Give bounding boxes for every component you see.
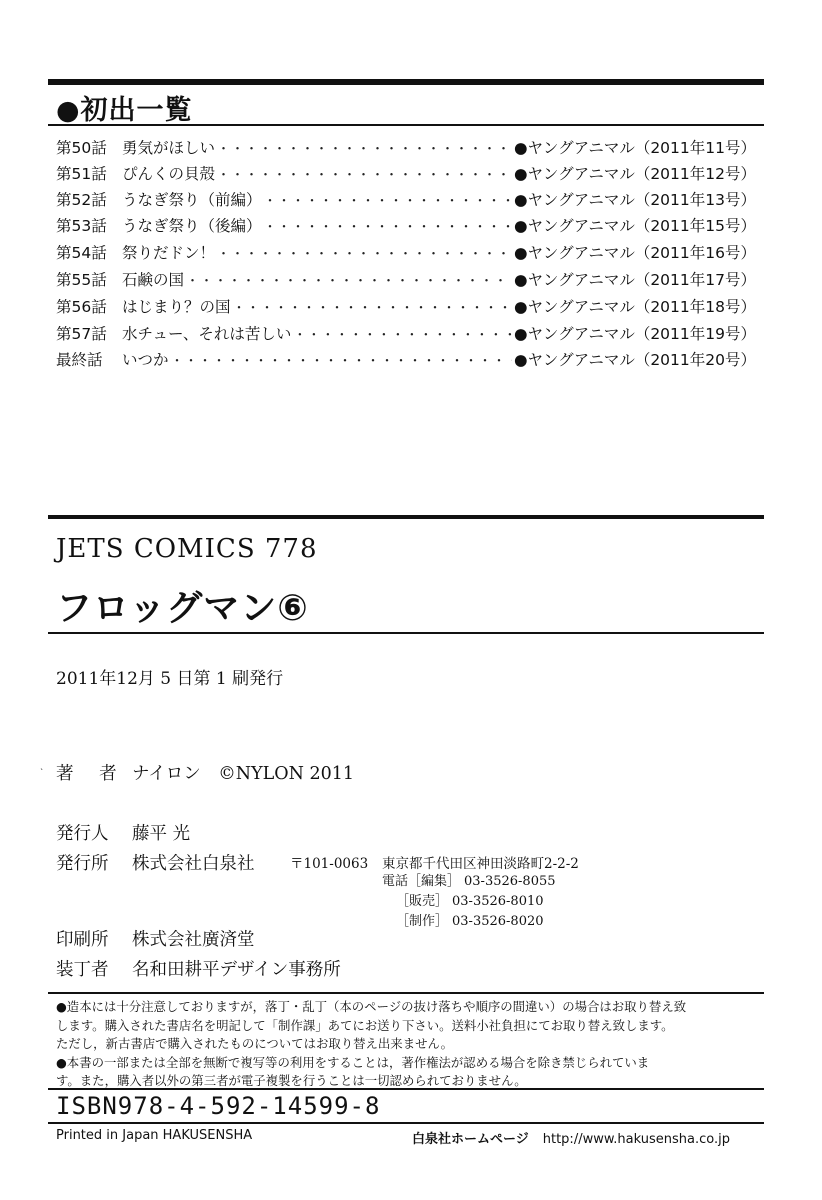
credit-value: 藤平 光	[132, 824, 191, 844]
homepage-label: 白泉社ホームページ	[412, 1132, 529, 1147]
printed-in: Printed in Japan HAKUSENSHA	[56, 1128, 253, 1143]
stray-mark: `	[40, 768, 44, 777]
dot-leader	[217, 164, 512, 183]
credit-publisher	[56, 850, 255, 875]
notes-block	[56, 998, 768, 1091]
list-item	[56, 134, 756, 160]
credit-author	[56, 760, 354, 785]
chapter-number: 第56話	[56, 298, 107, 316]
postal-code: 〒101-0063	[290, 856, 369, 872]
notes-line: します。購入された書店名を明記して「制作課」あてにお送り下さい。送料小社負担にてお取り替え致します。	[56, 1017, 674, 1033]
chapter-source: ●ヤングアニマル（2011年18号）	[514, 298, 756, 316]
chapter-title: 水チュー、それは苦しい	[122, 325, 292, 343]
chapter-title: 祭りだドン！	[122, 244, 216, 262]
chapter-source: ●ヤングアニマル（2011年16号）	[514, 244, 756, 262]
credit-value: 名和田耕平デザイン事務所	[132, 960, 341, 980]
dot-leader	[293, 324, 512, 343]
chapter-title: はじまり？の国	[122, 298, 231, 316]
colophon-top-rule	[48, 515, 764, 519]
credit-value: 株式会社白泉社	[132, 854, 255, 874]
dot-leader	[233, 297, 513, 316]
chapter-source: ●ヤングアニマル（2011年15号）	[514, 217, 756, 235]
title-underline	[48, 632, 764, 634]
dot-leader	[171, 350, 513, 369]
notes-line: ●造本には十分注意しておりますが，落丁・乱丁（本のページの抜け落ちや順序の間違い）の場合はお取り替え致	[56, 999, 687, 1014]
dot-leader	[264, 216, 513, 235]
chapter-title: いつか	[122, 351, 169, 369]
chapter-number: 第53話	[56, 217, 107, 235]
chapter-number: 第54話	[56, 244, 107, 262]
phone-number: 03-3526-8020	[452, 914, 544, 929]
phone-label: ［制作］	[396, 914, 449, 929]
notes-line: ただし，新古書店で購入されたものについてはお取り替え出来ません。	[56, 1036, 453, 1051]
chapter-title: ぴんくの貝殻	[122, 165, 216, 183]
credit-role: 著 者	[56, 764, 127, 784]
dot-leader	[217, 243, 512, 262]
phone-number: 03-3526-8055	[464, 874, 556, 889]
list-item	[56, 266, 756, 292]
chapter-source: ●ヤングアニマル（2011年13号）	[514, 191, 756, 209]
list-item	[56, 160, 756, 186]
chapter-number: 第52話	[56, 191, 107, 209]
chapter-title: 勇気がほしい	[122, 139, 216, 157]
dot-leader	[264, 190, 513, 209]
dot-leader	[186, 270, 512, 289]
series-label: JETS COMICS 778	[56, 534, 318, 564]
chapter-title: 石鹸の国	[122, 271, 185, 289]
top-rule	[48, 79, 764, 85]
chapter-source: ●ヤングアニマル（2011年19号）	[514, 325, 756, 343]
homepage-url[interactable]: http://www.hakusensha.co.jp	[542, 1132, 730, 1147]
dot-leader	[217, 138, 512, 157]
chapter-number: 第50話	[56, 139, 107, 157]
list-item	[56, 212, 756, 238]
list-item	[56, 293, 756, 319]
credit-role: 印刷所	[56, 930, 109, 950]
chapter-source: ●ヤングアニマル（2011年12号）	[514, 165, 756, 183]
chapter-number: 第57話	[56, 325, 107, 343]
publication-date: 2011年12月 5 日第 1 刷発行	[56, 669, 284, 689]
book-title: フロッグマン⑥	[56, 588, 309, 629]
list-item	[56, 186, 756, 212]
phone-row	[396, 890, 544, 909]
chapter-number: 第55話	[56, 271, 107, 289]
list-item	[56, 320, 756, 346]
notes-bottom-rule	[48, 1088, 764, 1090]
credit-publisher-person	[56, 820, 190, 845]
notes-top-rule	[48, 992, 764, 994]
first-appearance-heading: ●初出一覧	[56, 95, 193, 126]
list-item	[56, 346, 756, 372]
credit-value: 株式会社廣済堂	[132, 930, 255, 950]
phone-label: 電話［編集］	[382, 874, 461, 889]
phone-label: ［販売］	[396, 894, 449, 909]
homepage	[412, 1128, 730, 1147]
isbn-underline	[48, 1122, 764, 1124]
chapter-source: ●ヤングアニマル（2011年20号）	[514, 351, 756, 369]
phone-number: 03-3526-8010	[452, 894, 544, 909]
notes-line: す。また，購入者以外の第三者が電子複製を行うことは一切認められておりません。	[56, 1073, 527, 1088]
credit-role: 装丁者	[56, 960, 109, 980]
credit-role: 発行所	[56, 854, 109, 874]
chapter-source: ●ヤングアニマル（2011年17号）	[514, 271, 756, 289]
phone-row	[382, 870, 556, 889]
credit-designer	[56, 956, 341, 981]
credit-role: 発行人	[56, 824, 109, 844]
chapter-number: 最終話	[56, 351, 103, 369]
phone-row	[396, 910, 544, 929]
notes-line: ●本書の一部または全部を無断で複写等の利用をすることは，著作権法が認める場合を除き禁じられていま	[56, 1054, 650, 1070]
chapter-title: うなぎ祭り（前編）	[122, 191, 262, 209]
chapter-title: うなぎ祭り（後編）	[122, 217, 262, 235]
address: 東京都千代田区神田淡路町2-2-2	[382, 856, 579, 872]
credit-value: ナイロン ©NYLON 2011	[132, 764, 355, 784]
list-item	[56, 239, 756, 265]
isbn: ISBN978-4-592-14599-8	[56, 1092, 381, 1120]
chapter-number: 第51話	[56, 165, 107, 183]
credit-printer	[56, 926, 255, 951]
chapter-source: ●ヤングアニマル（2011年11号）	[514, 139, 756, 157]
